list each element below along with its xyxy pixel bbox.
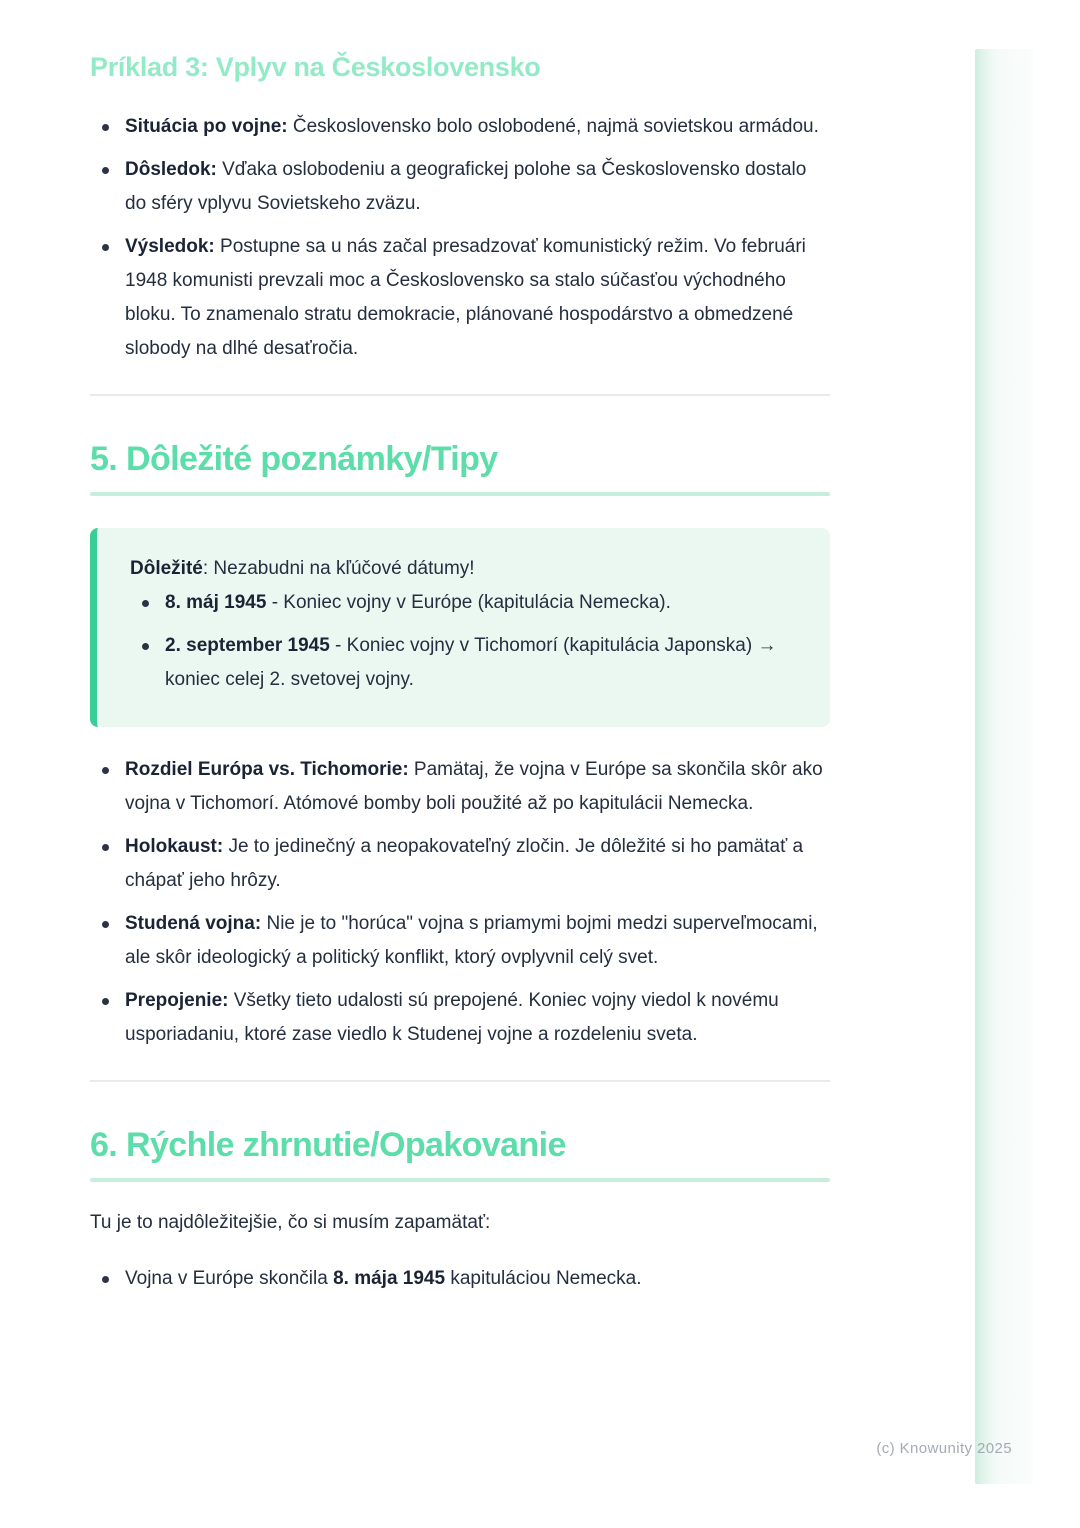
- bullet-text: Postupne sa u nás začal presadzovať komunistický režim. Vo februári 1948 komunisti prevzali moc a Československo sa stalo súčasťou východného bloku. To znamenalo stratu demokracie, plánované hospodárstvo a obmedzené slobody na dlhé desaťročia.: [125, 236, 806, 359]
- section-6-list: [90, 1262, 830, 1296]
- bullet-text: Pamätaj, že vojna v Európe sa skončila skôr ako vojna v Tichomorí. Atómové bomby boli použité až po kapitulácii Nemecka.: [125, 759, 823, 814]
- example-3-heading: Príklad 3: Vplyv na Československo: [90, 52, 541, 82]
- bullet-lead: Výsledok:: [125, 236, 215, 257]
- list-item: [130, 629, 800, 697]
- page-content: [90, 50, 830, 1296]
- list-item: [90, 984, 830, 1052]
- list-item: [90, 1262, 830, 1296]
- bullet-text: Vďaka oslobodeniu a geografickej polohe sa Československo dostalo do sféry vplyvu Sovietskeho zväzu.: [125, 159, 807, 214]
- bullet-text: Československo bolo oslobodené, najmä sovietskou armádou.: [287, 116, 819, 137]
- important-callout: [90, 528, 830, 727]
- section-6-heading: 6. Rýchle zhrnutie/Opakovanie: [90, 1126, 566, 1164]
- section-6-intro: Tu je to najdôležitejšie, čo si musím zapamätať:: [90, 1212, 491, 1233]
- bullet-lead: Rozdiel Európa vs. Tichomorie:: [125, 759, 409, 780]
- bullet-lead: Holokaust:: [125, 836, 224, 857]
- section-5-list: [90, 753, 830, 1052]
- callout-title: [130, 552, 800, 586]
- page-edge-accent-bar: [975, 49, 1033, 1484]
- bullet-text: - Koniec vojny v Tichomorí (kapitulácia Japonska) → koniec celej 2. svetovej vojny.: [165, 635, 777, 690]
- list-item: [130, 586, 800, 620]
- list-item: [90, 110, 830, 144]
- callout-lead: Dôležité: [130, 558, 203, 579]
- section-5-heading: 5. Dôležité poznámky/Tipy: [90, 440, 498, 478]
- section-divider: [90, 1080, 830, 1082]
- bullet-text: Je to jedinečný a neopakovateľný zločin. Je dôležité si ho pamätať a chápať jeho hrôzy.: [125, 836, 804, 891]
- bullet-lead: Studená vojna:: [125, 913, 262, 934]
- bullet-text: kapituláciou Nemecka.: [445, 1268, 642, 1289]
- list-item: [90, 753, 830, 821]
- bullet-lead: Prepojenie:: [125, 990, 229, 1011]
- bullet-lead: Dôsledok:: [125, 159, 217, 180]
- bullet-bold: 8. mája 1945: [333, 1268, 446, 1289]
- bullet-text: Všetky tieto udalosti sú prepojené. Koniec vojny viedol k novému usporiadaniu, ktoré zase viedlo k Studenej vojne a rozdeleniu sveta.: [125, 990, 779, 1045]
- bullet-lead: 2. september 1945: [165, 635, 330, 656]
- heading-underline: [90, 1178, 830, 1182]
- list-item: [90, 230, 830, 366]
- list-item: [90, 830, 830, 898]
- heading-underline: [90, 492, 830, 496]
- section-5: [90, 440, 830, 1052]
- list-item: [90, 153, 830, 221]
- example-3-section: [90, 50, 830, 366]
- section-6: [90, 1126, 830, 1296]
- bullet-lead: Situácia po vojne:: [125, 116, 288, 137]
- section-divider: [90, 394, 830, 396]
- example-3-list: [90, 110, 830, 366]
- list-item: [90, 907, 830, 975]
- bullet-lead: 8. máj 1945: [165, 592, 267, 613]
- bullet-text: Vojna v Európe skončila: [125, 1268, 334, 1289]
- bullet-text: Nie je to "horúca" vojna s priamymi bojmi medzi superveľmocami, ale skôr ideologický a politický konflikt, ktorý ovplyvnil celý svet.: [125, 913, 818, 968]
- copyright: (c) Knowunity 2025: [876, 1440, 1012, 1457]
- callout-text: : Nezabudni na kľúčové dátumy!: [202, 558, 475, 579]
- callout-list: [130, 586, 800, 697]
- bullet-text: - Koniec vojny v Európe (kapitulácia Nemecka).: [266, 592, 671, 613]
